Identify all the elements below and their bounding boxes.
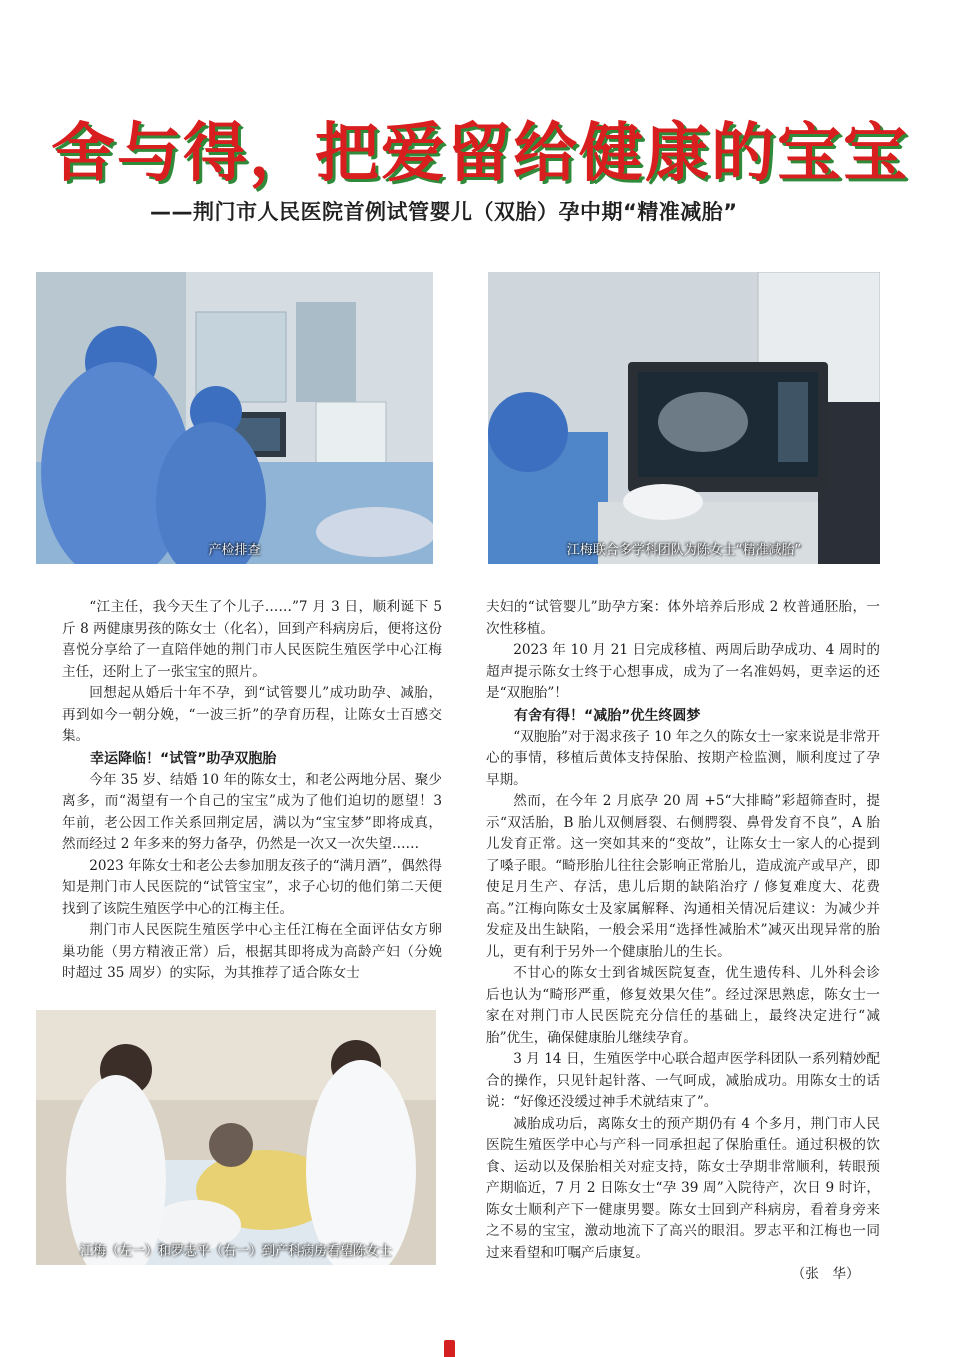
article-left-column [62,597,442,985]
article-paragraph: 回想起从婚后十年不孕，到“试管婴儿”成功助孕、减胎，再到如今一朝分娩，“一波三折”的孕育历程，让陈女士百感交集。 [62,685,442,744]
photo-reduction-surgery-illustration [488,272,880,564]
headline: 舍与得，把爱留给健康的宝宝 [51,116,909,191]
page-marker [444,1340,455,1357]
article-paragraph: “江主任，我今天生了个儿子……”7 月 3 日，顺利诞下 5 斤 8 两健康男孩的陈女士（化名），回到产科病房后，便将这份喜悦分享给了一直陪伴她的荆门市人民医院生殖医学中心江梅主任，还附上了一张宝宝的照片。 [62,599,442,680]
section-heading: 有舍有得！“减胎”优生终圆梦 [514,707,701,724]
article-paragraph: 然而，在今年 2 月底孕 20 周 +5“大排畸”彩超筛查时，提示“双活胎，B 胎儿双侧唇裂、右侧腭裂、鼻骨发育不良”，A 胎儿发育正常。这一突如其来的“变故”，让陈女士一家人的心提到了嗓子眼。“畸形胎儿往往会影响正常胎儿，造成流产或早产，即使足月生产、存活，患儿后期的缺陷治疗 / 修复难度大、花费高。”江梅向陈女士及家属解释、沟通相关情况后建议：为减少并发症及出生缺陷，一般会采用“选择性减胎术”减灭出现异常的胎儿，更有利于另外一个健康胎儿的生长。 [486,793,880,960]
article-paragraph: 夫妇的“试管婴儿”助孕方案：体外培养后形成 2 枚普通胚胎，一次性移植。 [486,599,880,637]
byline: （张 华） [791,1266,860,1282]
photo-prenatal-check [36,272,433,564]
article-paragraph: 不甘心的陈女士到省城医院复查，优生遗传科、儿外科会诊后也认为“畸形严重，修复效果欠佳”。经过深思熟虑，陈女士一家在对荆门市人民医院充分信任的基础上，最终决定进行“减胎”优生，确保健康胎儿继续孕育。 [486,965,880,1046]
photo-ward-visit [36,1010,436,1265]
photo-prenatal-check-illustration [36,272,433,564]
article-paragraph: “双胞胎”对于渴求孩子 10 年之久的陈女士一家来说是非常开心的事情，移植后黄体支持保胎、按期产检监测，顺利度过了孕早期。 [486,728,880,788]
article-paragraph: 3 月 14 日，生殖医学中心联合超声医学科团队一系列精妙配合的操作，只见针起针落、一气呵成，减胎成功。用陈女士的话说：“好像还没缓过神手术就结束了”。 [486,1051,880,1110]
article-paragraph: 减胎成功后，离陈女士的预产期仍有 4 个多月，荆门市人民医院生殖医学中心与产科一同承担起了保胎重任。通过积极的饮食、运动以及保胎相关对症支持，陈女士孕期非常顺利，转眼预产期临近，7 月 2 日陈女士“孕 39 周”入院待产，次日 9 时许，陈女士顺利产下一健康男婴。陈女士回到产科病房，看着身旁来之不易的宝宝，激动地流下了高兴的眼泪。罗志平和江梅也一同过来看望和叮嘱产后康复。 [486,1115,880,1261]
photo-caption: 产检排查 [208,543,261,558]
article-paragraph: 2023 年陈女士和老公去参加朋友孩子的“满月酒”，偶然得知是荆门市人民医院的“试管宝宝”，求子心切的他们第二天便找到了该院生殖医学中心的江梅主任。 [62,857,442,917]
article-right-column [486,597,880,1286]
article-paragraph: 荆门市人民医院生殖医学中心主任江梅在全面评估女方卵巢功能（男方精液正常）后，根据其即将成为高龄产妇（分娩时超过 35 周岁）的实际，为其推荐了适合陈女士 [62,922,442,981]
photo-caption: 江梅联合多学科团队为陈女士“精准减胎” [566,543,802,558]
photo-reduction-surgery [488,272,880,564]
section-heading: 幸运降临！“试管”助孕双胞胎 [90,750,277,767]
article-paragraph: 今年 35 岁、结婚 10 年的陈女士，和老公两地分居、聚少离多，而“渴望有一个自己的宝宝”成为了他们迫切的愿望！3 年前，老公因工作关系回荆定居，满以为“宝宝梦”即将成真，然而经过 2 年多来的努力备孕，仍然是一次又一次失望…… [62,771,442,852]
photo-ward-visit-illustration [36,1010,436,1265]
photo-caption: 江梅（左一）和罗志平（右一）到产科病房看望陈女士 [79,1244,392,1259]
subtitle: ——荆门市人民医院首例试管婴儿（双胎）孕中期“精准减胎” [150,200,738,224]
article-paragraph: 2023 年 10 月 21 日完成移植、两周后助孕成功、4 周时的超声提示陈女士终于心想事成，成为了一名准妈妈，更幸运的还是“双胞胎”！ [486,642,880,701]
